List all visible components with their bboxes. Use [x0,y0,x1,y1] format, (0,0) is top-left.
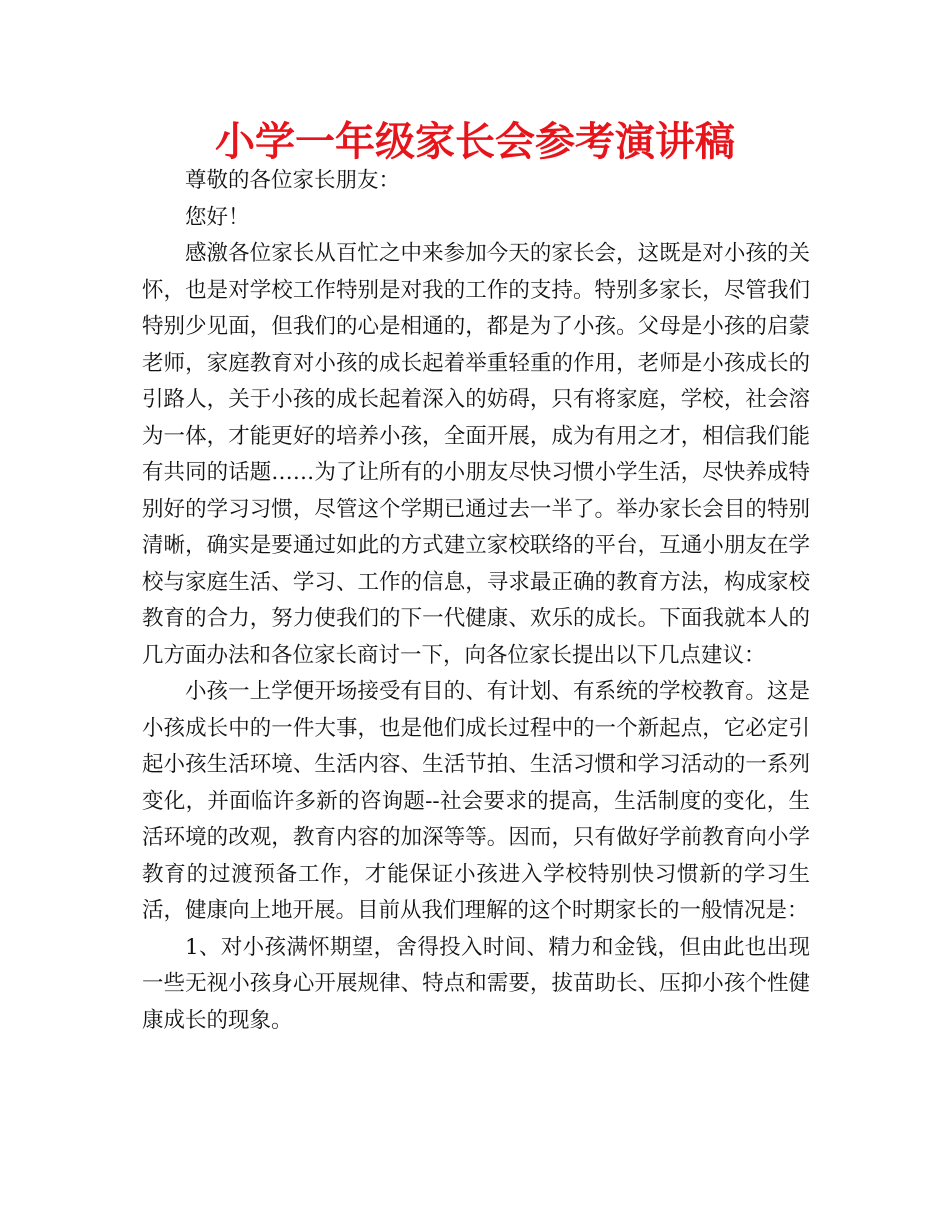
document-body [142,163,810,1039]
paragraph-3: 1、对小孩满怀期望，舍得投入时间、精力和金钱，但由此也出现一些无视小孩身心开展规律、特点和需要，拔苗助长、压抑小孩个性健康成长的现象。 [142,934,810,1033]
paragraph-1: 感激各位家长从百忙之中来参加今天的家长会，这既是对小孩的关怀，也是对学校工作特别是对我的工作的支持。特别多家长，尽管我们特别少见面，但我们的心是相通的，都是为了小孩。父母是小孩的启蒙老师，家庭教育对小孩的成长起着举重轻重的作用，老师是小孩成长的引路人，关于小孩的成长起着深入的妨碍，只有将家庭，学校，社会溶为一体，才能更好的培养小孩，全面开展，成为有用之才，相信我们能有共同的话题……为了让所有的小朋友尽快习惯小学生活，尽快养成特别好的学习习惯，尽管这个学期已通过去一半了。举办家长会目的特别清晰，确实是要通过如此的方式建立家校联络的平台，互通小朋友在学校与家庭生活、学习、工作的信息，寻求最正确的教育方法，构成家校教育的合力，努力使我们的下一代健康、欢乐的成长。下面我就本人的几方面办法和各位家长商讨一下，向各位家长提出以下几点建议： [142,241,810,668]
hello-line: 您好！ [185,204,250,230]
paragraph-2: 小孩一上学便开场接受有目的、有计划、有系统的学校教育。这是小孩成长中的一件大事，也是他们成长过程中的一个新起点，它必定引起小孩生活环境、生活内容、生活节拍、生活习惯和学习活动的一系列变化，并面临许多新的咨询题--社会要求的提高，生活制度的变化，生活环境的改观，教育内容的加深等等。因而，只有做好学前教育向小学教育的过渡预备工作，才能保证小孩进入学校特别快习惯新的学习生活，健康向上地开展。目前从我们理解的这个时期家长的一般情况是： [142,679,810,923]
document-title: 小学一年级家长会参考演讲稿 [215,119,735,165]
greeting-line: 尊敬的各位家长朋友： [185,168,401,193]
